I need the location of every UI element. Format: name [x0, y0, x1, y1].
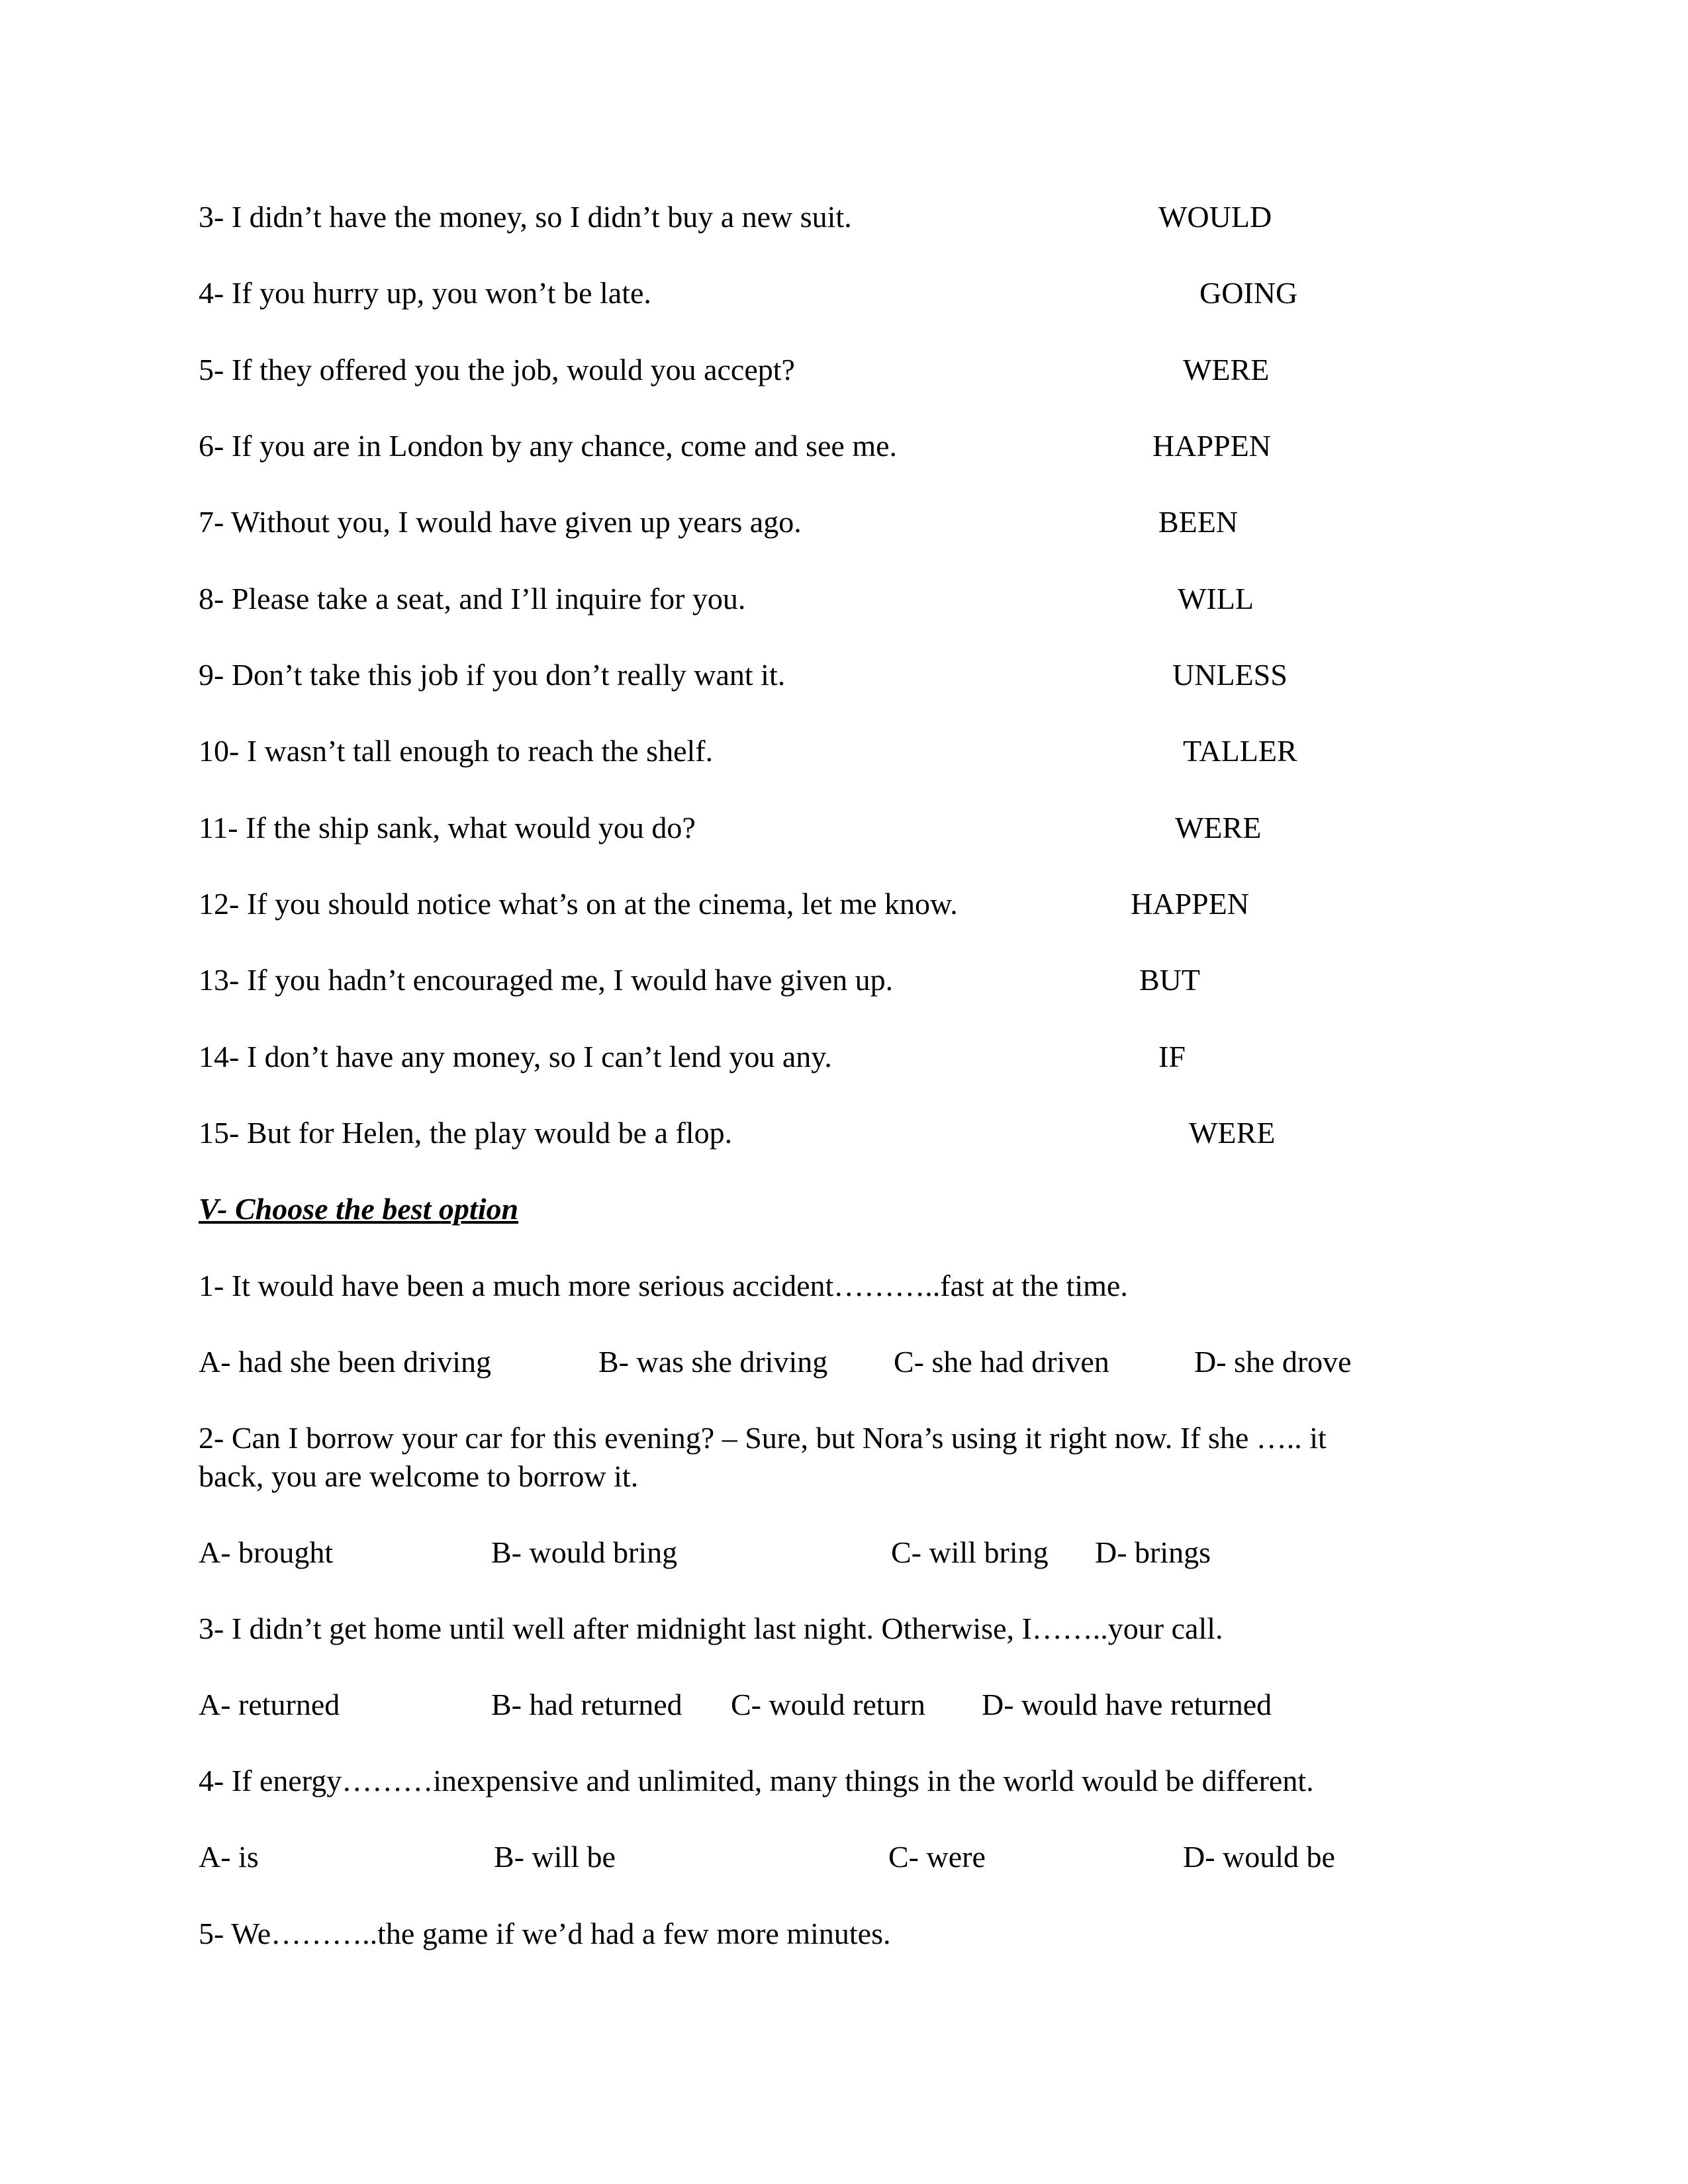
rewrite-keyword-10: TALLER	[1183, 734, 1297, 768]
mcq-question-2-line-2: back, you are welcome to borrow it.	[199, 1459, 639, 1493]
mcq-question-2-line-1: 2- Can I borrow your car for this evening? – Sure, but Nora’s using it right now. If she ….. it	[199, 1421, 1327, 1455]
mcq-4-option-c: C- were	[888, 1840, 986, 1874]
mcq-3-option-d: D- would have returned	[982, 1688, 1272, 1721]
mcq-3-option-b: B- had returned	[491, 1688, 682, 1721]
mcq-1-option-c: C- she had driven	[894, 1345, 1109, 1379]
rewrite-keyword-13: BUT	[1139, 963, 1200, 997]
rewrite-sentence-10: 10- I wasn’t tall enough to reach the shelf.	[199, 734, 714, 768]
mcq-question-1: 1- It would have been a much more serious accident………..fast at the time.	[199, 1269, 1128, 1302]
mcq-2-option-d: D- brings	[1095, 1535, 1211, 1569]
rewrite-sentence-9: 9- Don’t take this job if you don’t really want it.	[199, 658, 786, 692]
rewrite-keyword-3: WOULD	[1158, 200, 1272, 234]
rewrite-keyword-6: HAPPEN	[1152, 429, 1271, 463]
rewrite-keyword-4: GOING	[1199, 276, 1298, 310]
mcq-4-option-b: B- will be	[494, 1840, 616, 1874]
rewrite-sentence-15: 15- But for Helen, the play would be a flop.	[199, 1116, 733, 1150]
mcq-question-4: 4- If energy………inexpensive and unlimited, many things in the world would be different.	[199, 1764, 1314, 1797]
section-v-heading: V- Choose the best option	[199, 1192, 519, 1226]
rewrite-sentence-8: 8- Please take a seat, and I’ll inquire for you.	[199, 582, 746, 615]
rewrite-sentence-7: 7- Without you, I would have given up years ago.	[199, 505, 802, 539]
mcq-question-5: 5- We………..the game if we’d had a few more minutes.	[199, 1917, 891, 1950]
rewrite-sentence-6: 6- If you are in London by any chance, come and see me.	[199, 429, 898, 463]
mcq-3-option-a: A- returned	[199, 1688, 340, 1721]
rewrite-keyword-5: WERE	[1183, 353, 1270, 387]
rewrite-sentence-12: 12- If you should notice what’s on at the cinema, let me know.	[199, 887, 958, 921]
rewrite-keyword-15: WERE	[1189, 1116, 1276, 1150]
mcq-1-option-d: D- she drove	[1194, 1345, 1352, 1379]
mcq-question-3: 3- I didn’t get home until well after midnight last night. Otherwise, I……..your call.	[199, 1612, 1223, 1645]
rewrite-sentence-5: 5- If they offered you the job, would you accept?	[199, 353, 795, 387]
rewrite-keyword-8: WILL	[1178, 582, 1254, 615]
mcq-2-option-b: B- would bring	[491, 1535, 678, 1569]
rewrite-sentence-11: 11- If the ship sank, what would you do?	[199, 811, 696, 844]
mcq-2-option-c: C- will bring	[891, 1535, 1049, 1569]
rewrite-keyword-11: WERE	[1175, 811, 1262, 844]
mcq-2-option-a: A- brought	[199, 1535, 334, 1569]
rewrite-keyword-14: IF	[1158, 1040, 1186, 1073]
mcq-4-option-d: D- would be	[1183, 1840, 1335, 1874]
mcq-4-option-a: A- is	[199, 1840, 259, 1874]
mcq-1-option-b: B- was she driving	[598, 1345, 828, 1379]
rewrite-keyword-12: HAPPEN	[1131, 887, 1249, 921]
mcq-1-option-a: A- had she been driving	[199, 1345, 491, 1379]
rewrite-keyword-9: UNLESS	[1172, 658, 1288, 692]
rewrite-sentence-14: 14- I don’t have any money, so I can’t lend you any.	[199, 1040, 832, 1073]
rewrite-sentence-4: 4- If you hurry up, you won’t be late.	[199, 276, 651, 310]
mcq-3-option-c: C- would return	[731, 1688, 925, 1721]
rewrite-keyword-7: BEEN	[1158, 505, 1239, 539]
rewrite-sentence-13: 13- If you hadn’t encouraged me, I would have given up.	[199, 963, 894, 997]
rewrite-sentence-3: 3- I didn’t have the money, so I didn’t buy a new suit.	[199, 200, 852, 234]
